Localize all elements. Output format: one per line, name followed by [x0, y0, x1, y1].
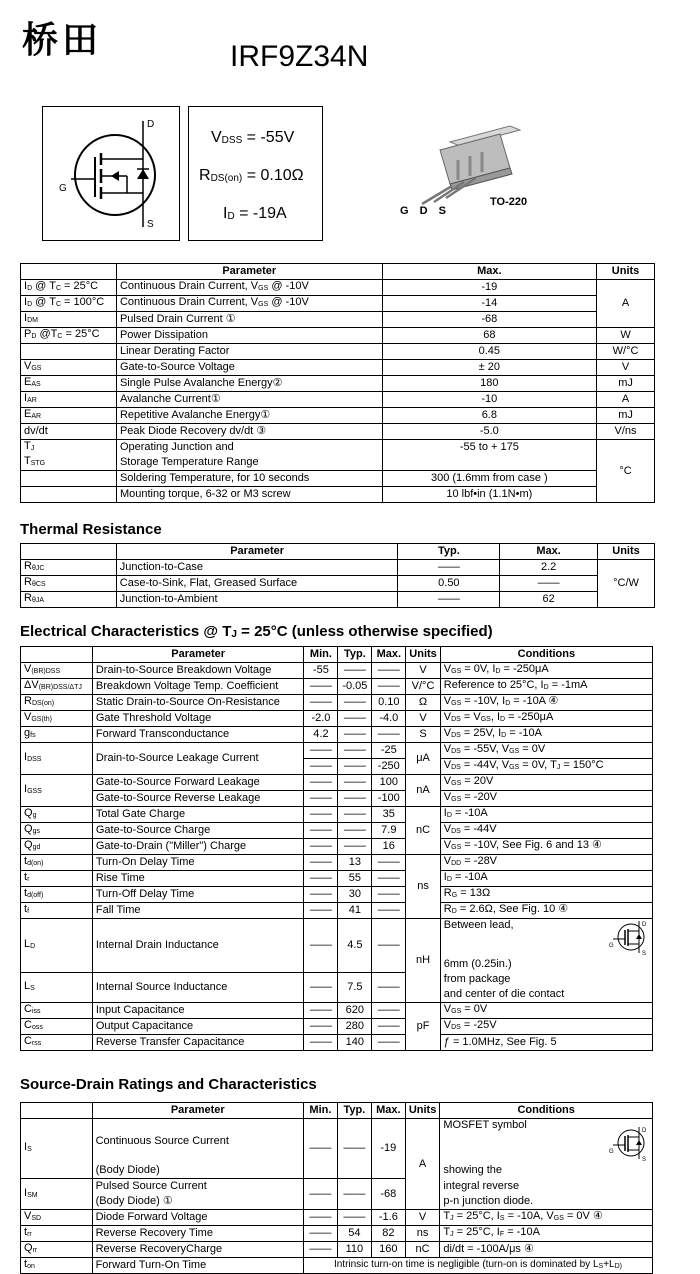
elec-typ: 140 [338, 1035, 372, 1051]
elec-cond: RG = 13Ω [440, 887, 652, 903]
elec-typ: 55 [338, 871, 372, 887]
thermal-unit: °C/W [598, 560, 655, 608]
elec-row [21, 727, 653, 743]
abs-param: Gate-to-Source Voltage [116, 360, 382, 376]
elec-max: 7.9 [372, 823, 406, 839]
elec-cond: RD = 2.6Ω, See Fig. 10 ④ [440, 903, 652, 919]
elec-unit: S [406, 727, 441, 743]
elec-min: —— [304, 1019, 338, 1035]
elec-symbol: td(on) [21, 855, 93, 871]
sd-row: trr Reverse Recovery Time —— 54 82 ns TJ = 25°C, IF = -10A [21, 1226, 653, 1242]
svg-text:G: G [609, 943, 614, 949]
electrical-characteristics-table: Parameter Min. Typ. Max. Units Conditions V(BR)DSS Drain-to-Source Breakdown Voltage -55 —— —— V VGS = 0V, ID = -250μA ΔV(BR)DSS/ΔTJ Breakdown Voltage Temp. Coefficient —— -0.05 —— V/°C Reference to 25°C, ID = -1mA RDS(on) Static Drain-to-Source On-Resistance —— —— 0.10 Ω VGS = -10V, ID = -10A ④ VGS(th) Gate Threshold Voltage -2.0 —— -4.0 V VDS = VGS, ID = -250μA gfs Forward Transconductance 4.2 —— —— S VDS = 25V, ID = -10A IDSS Drain-to-Source Leakage Current —— —— -25 μA VDS = -55V, VGS = 0V —— —— -250 VDS = -44V, VGS = 0V, TJ = 150°C IGSS Gate-to-Source Forward Leakage —— —— 100 nA VGS = 20V Gate-to-Source Reverse Leakage —— —— -100 VGS = -20V Qg Total Gate Charge —— —— 35 nC ID = -10A Qgs Gate-to-Source Charge —— —— 7.9 VDS = -44V Qgd Gate-to-Drain ("Miller") Charge —— —— 16 VGS = -10V, See Fig. 6 and 13 ④ td(on) Turn-On Delay Time —— 13 —— ns VDD = -28V tr Rise Time —— 55 —— ID = -10A td(off) Turn-Off Delay Time —— 30 —— RG = 13Ω tf Fall Time —— 41 —— RD = 2.6Ω, See Fig. 10 ④ LD Internal Drain Inductance —— 4.5 —— nH D G S Between lead, 6mm (0.25in.) LS Internal Source Inductance —— 7.5 —— from package and center of die contact Ciss Input Capacitance —— 620 —— pF VGS = 0V Coss Output Capacitance —— 280 —— VDS = -25V Crss Reverse Transfer Capacitance —— 140 —— ƒ = 1.0MHz, See Fig. 5 [20, 646, 653, 1051]
abs-param: Continuous Drain Current, VGS @ -10V [116, 280, 382, 296]
elec-cond: VGS = 0V [440, 1003, 652, 1019]
elec-unit: V [406, 663, 441, 679]
abs-param: Continuous Drain Current, VGS @ -10V [116, 296, 382, 312]
abs-symbol: ID @ TC = 100°C [21, 296, 117, 312]
elec-param: Turn-Off Delay Time [92, 887, 304, 903]
elec-max: —— [372, 679, 406, 695]
source-drain-table: Parameter Min. Typ. Max. Units Conditions IS Continuous Source Current —— —— -19 A D G S MOSFET symbol (Body Diode) showing the ISM Pulsed Source Current —— —— -68 integral reverse (Body Diode) ① p-n junction diode. VSD Diode Forward Voltage —— —— -1.6 V TJ = 25°C, IS = -10A, VGS = 0V ④ trr Reverse Recovery Time —— 54 82 ns TJ = 25°C, IF = -10A Qrr Reverse RecoveryCharge —— 110 160 nC di/dt = -100A/μs ④ ton Forward Turn-On Time Intrinsic turn-on time is negligible (turn-on is dominated by LS+LD) [20, 1102, 653, 1274]
elec-symbol: VGS(th) [21, 711, 93, 727]
elec-symbol: LS [21, 972, 93, 1003]
elec-min: —— [304, 839, 338, 855]
elec-unit: nH [406, 919, 441, 1003]
elec-unit: nC [406, 807, 441, 855]
sd-header-max: Max. [371, 1103, 405, 1119]
source-pin-label: S [147, 219, 154, 230]
sd-unit: ns [405, 1226, 440, 1242]
elec-param: Drain-to-Source Breakdown Voltage [92, 663, 304, 679]
sd-header-units: Units [405, 1103, 440, 1119]
elec-symbol: Ciss [21, 1003, 93, 1019]
elec-row [21, 695, 653, 711]
elec-symbol: td(off) [21, 887, 93, 903]
abs-symbol [21, 344, 117, 360]
abs-symbol: VGS [21, 360, 117, 376]
tstg-symbol: TSTG [21, 455, 117, 471]
elec-param: Drain-to-Source Leakage Current [92, 743, 304, 775]
solder-max: 300 (1.6mm from case ) [382, 471, 597, 487]
elec-cond: VGS = -10V, See Fig. 6 and 13 ④ [440, 839, 652, 855]
elec-param: Forward Transconductance [92, 727, 304, 743]
elec-min: —— [304, 695, 338, 711]
elec-cond: ƒ = 1.0MHz, See Fig. 5 [440, 1035, 652, 1051]
thermal-typ: —— [398, 592, 500, 608]
vdss-spec: VDSS = -55V [211, 129, 295, 146]
abs-param: Pulsed Drain Current ① [116, 312, 382, 328]
abs-max-row [21, 424, 655, 440]
elec-param: Internal Source Inductance [92, 972, 304, 1003]
sd-symbol: VSD [21, 1210, 93, 1226]
abs-unit: W/°C [597, 344, 655, 360]
sd-param: Forward Turn-On Time [92, 1258, 303, 1274]
abs-max-row [21, 360, 655, 376]
elec-min: —— [304, 1003, 338, 1019]
thermal-resistance-table [20, 543, 655, 608]
thermal-symbol: RθCS [21, 576, 117, 592]
elec-row [21, 823, 653, 839]
abs-max-value: -5.0 [382, 424, 597, 440]
elec-min: —— [304, 871, 338, 887]
thermal-symbol: RθJA [21, 592, 117, 608]
tstg-param: Storage Temperature Range [116, 455, 382, 471]
elec-unit: pF [406, 1003, 441, 1051]
sd-param: Diode Forward Voltage [92, 1210, 303, 1226]
elec-min: 4.2 [304, 727, 338, 743]
thermal-max: 2.2 [500, 560, 598, 576]
elec-max: 0.10 [372, 695, 406, 711]
elec-min: —— [304, 903, 338, 919]
abs-symbol: ID @ TC = 25°C [21, 280, 117, 296]
sd-row: VSD Diode Forward Voltage —— —— -1.6 V TJ = 25°C, IS = -10A, VGS = 0V ④ [21, 1210, 653, 1226]
elec-symbol: Crss [21, 1035, 93, 1051]
elec-unit: μA [406, 743, 441, 775]
abs-max-value: ± 20 [382, 360, 597, 376]
abs-unit: W [597, 328, 655, 344]
elec-param: Total Gate Charge [92, 807, 304, 823]
idss-row: IDSS Drain-to-Source Leakage Current —— —— -25 μA VDS = -55V, VGS = 0V [21, 743, 653, 759]
sd-symbol: Qrr [21, 1242, 93, 1258]
elec-max: —— [372, 1003, 406, 1019]
thermal-row [21, 560, 655, 576]
elec-typ: 30 [338, 887, 372, 903]
mosfet-mini-icon [609, 917, 649, 957]
elec-unit: nA [406, 775, 441, 807]
key-specs-box [188, 106, 323, 241]
sd-unit: nC [405, 1242, 440, 1258]
sd-param: Reverse Recovery Time [92, 1226, 303, 1242]
sd-cond: TJ = 25°C, IF = -10A [440, 1226, 653, 1242]
id-spec: ID = -19A [223, 205, 287, 222]
thermal-title: Thermal Resistance [20, 521, 162, 538]
abs-symbol: EAS [21, 376, 117, 392]
therm-header-typ: Typ. [398, 544, 500, 560]
igss-row: Gate-to-Source Reverse Leakage —— —— -100 VGS = -20V [21, 791, 653, 807]
thermal-symbol: RθJC [21, 560, 117, 576]
elec-typ: 41 [338, 903, 372, 919]
drain-pin-label: D [147, 119, 155, 130]
abs-unit: A [597, 392, 655, 408]
ld-row: LD Internal Drain Inductance —— 4.5 —— nH D G S Between lead, [21, 919, 653, 958]
igss-row: IGSS Gate-to-Source Forward Leakage —— —— 100 nA VGS = 20V [21, 775, 653, 791]
elec-max: —— [372, 903, 406, 919]
col-header-max: Max. [382, 264, 597, 280]
abs-unit: mJ [597, 376, 655, 392]
elec-max: —— [372, 887, 406, 903]
elec-header-conditions: Conditions [440, 647, 652, 663]
therm-header-parameter: Parameter [116, 544, 398, 560]
elec-typ: —— [338, 711, 372, 727]
thermal-max: —— [500, 576, 598, 592]
sd-param: Reverse RecoveryCharge [92, 1242, 303, 1258]
elec-max: —— [372, 727, 406, 743]
elec-row [21, 1003, 653, 1019]
elec-min: —— [304, 807, 338, 823]
elec-param: Turn-On Delay Time [92, 855, 304, 871]
abs-max-value: 0.45 [382, 344, 597, 360]
abs-max-row [21, 344, 655, 360]
abs-unit: V [597, 360, 655, 376]
elec-cond: VDS = 25V, ID = -10A [440, 727, 652, 743]
svg-text:S: S [642, 1157, 647, 1163]
thermal-typ: 0.50 [398, 576, 500, 592]
elec-row [21, 663, 653, 679]
thermal-row [21, 592, 655, 608]
abs-symbol: IDM [21, 312, 117, 328]
elec-min: —— [304, 823, 338, 839]
elec-typ: —— [338, 807, 372, 823]
idss-row: —— —— -250 VDS = -44V, VGS = 0V, TJ = 150°C [21, 759, 653, 775]
elec-min: —— [304, 887, 338, 903]
abs-symbol: dv/dt [21, 424, 117, 440]
abs-symbol: PD @TC = 25°C [21, 328, 117, 344]
thermal-param: Case-to-Sink, Flat, Greased Surface [116, 576, 398, 592]
solder-param: Soldering Temperature, for 10 seconds [116, 471, 382, 487]
sd-symbol: ton [21, 1258, 93, 1274]
elec-symbol: gfs [21, 727, 93, 743]
sd-header-min: Min. [303, 1103, 337, 1119]
package-name: TO-220 [490, 196, 528, 208]
elec-min: —— [304, 1035, 338, 1051]
elec-row [21, 887, 653, 903]
sd-cond: di/dt = -100A/μs ④ [440, 1242, 653, 1258]
elec-symbol: Coss [21, 1019, 93, 1035]
elec-header-units: Units [406, 647, 441, 663]
elec-symbol: V(BR)DSS [21, 663, 93, 679]
elec-symbol: Qgd [21, 839, 93, 855]
elec-cond: VDS = VGS, ID = -250μA [440, 711, 652, 727]
temp-unit: °C [597, 440, 655, 503]
elec-max: 16 [372, 839, 406, 855]
source-drain-title: Source-Drain Ratings and Characteristics [20, 1076, 317, 1093]
tj-symbol: TJ [21, 440, 117, 456]
package-pin-labels: G D S [400, 205, 450, 217]
electrical-title: Electrical Characteristics @ TJ = 25°C (unless otherwise specified) [20, 623, 493, 640]
abs-unit: mJ [597, 408, 655, 424]
elec-param: Breakdown Voltage Temp. Coefficient [92, 679, 304, 695]
elec-max: —— [372, 855, 406, 871]
abs-max-value: -19 [382, 280, 597, 296]
elec-param: Output Capacitance [92, 1019, 304, 1035]
elec-max: 35 [372, 807, 406, 823]
elec-min: —— [304, 679, 338, 695]
abs-param: Power Dissipation [116, 328, 382, 344]
abs-max-value: 180 [382, 376, 597, 392]
elec-symbol: IGSS [21, 775, 93, 807]
sd-header-conditions: Conditions [440, 1103, 653, 1119]
elec-min: -2.0 [304, 711, 338, 727]
elec-typ: 620 [338, 1003, 372, 1019]
abs-param: Peak Diode Recovery dv/dt ③ [116, 424, 382, 440]
elec-row [21, 1035, 653, 1051]
thermal-max: 62 [500, 592, 598, 608]
abs-max-value: -14 [382, 296, 597, 312]
sd-cond: TJ = 25°C, IS = -10A, VGS = 0V ④ [440, 1210, 653, 1226]
abs-param: Repetitive Avalanche Energy① [116, 408, 382, 424]
elec-unit: V/°C [406, 679, 441, 695]
abs-symbol: IAR [21, 392, 117, 408]
sd-unit: A [405, 1119, 440, 1210]
elec-max: -4.0 [372, 711, 406, 727]
elec-typ: —— [338, 663, 372, 679]
ism-row: ISM Pulsed Source Current —— —— -68 integral reverse [21, 1179, 653, 1195]
elec-param: Static Drain-to-Source On-Resistance [92, 695, 304, 711]
svg-text:D: D [642, 1128, 647, 1134]
elec-header-max: Max. [372, 647, 406, 663]
elec-max: —— [372, 871, 406, 887]
therm-header-max: Max. [500, 544, 598, 560]
abs-unit: V/ns [597, 424, 655, 440]
elec-row [21, 1019, 653, 1035]
elec-symbol: IDSS [21, 743, 93, 775]
sd-unit: V [405, 1210, 440, 1226]
abs-max-row [21, 408, 655, 424]
elec-param: Gate-to-Drain ("Miller") Charge [92, 839, 304, 855]
elec-symbol: tf [21, 903, 93, 919]
elec-param: Gate Threshold Voltage [92, 711, 304, 727]
elec-param: Input Capacitance [92, 1003, 304, 1019]
elec-min: —— [304, 855, 338, 871]
torque-max: 10 lbf•in (1.1N•m) [382, 487, 597, 503]
svg-text:D: D [642, 922, 647, 928]
elec-header-typ: Typ. [338, 647, 372, 663]
elec-cond: VGS = 0V, ID = -250μA [440, 663, 652, 679]
elec-symbol: ΔV(BR)DSS/ΔTJ [21, 679, 93, 695]
svg-text:S: S [642, 951, 647, 957]
thermal-typ: —— [398, 560, 500, 576]
elec-symbol: Qgs [21, 823, 93, 839]
mosfet-mini-icon [609, 1123, 649, 1163]
mosfet-symbol-box [42, 106, 180, 241]
therm-header-units: Units [598, 544, 655, 560]
elec-unit: ns [406, 855, 441, 919]
abs-max-row [21, 376, 655, 392]
part-number: IRF9Z34N [230, 40, 369, 73]
elec-cond: Reference to 25°C, ID = -1mA [440, 679, 652, 695]
elec-row [21, 903, 653, 919]
absolute-max-ratings-table [20, 263, 655, 503]
elec-header-parameter: Parameter [92, 647, 304, 663]
elec-symbol: Qg [21, 807, 93, 823]
elec-unit: Ω [406, 695, 441, 711]
elec-symbol: tr [21, 871, 93, 887]
elec-cond: VDS = -44V [440, 823, 652, 839]
elec-row [21, 871, 653, 887]
elec-param: Gate-to-Source Charge [92, 823, 304, 839]
elec-cond: ID = -10A [440, 807, 652, 823]
elec-row [21, 711, 653, 727]
sd-symbol: IS [21, 1119, 93, 1179]
elec-max: —— [372, 1019, 406, 1035]
elec-param: Internal Drain Inductance [92, 919, 304, 973]
elec-typ: —— [338, 823, 372, 839]
sd-symbol: trr [21, 1226, 93, 1242]
sd-row: Qrr Reverse RecoveryCharge —— 110 160 nC di/dt = -100A/μs ④ [21, 1242, 653, 1258]
abs-max-row [21, 296, 655, 312]
sd-header-typ: Typ. [337, 1103, 371, 1119]
elec-min: -55 [304, 663, 338, 679]
elec-header-min: Min. [304, 647, 338, 663]
elec-param: Reverse Transfer Capacitance [92, 1035, 304, 1051]
elec-cond: ID = -10A [440, 871, 652, 887]
col-header-units: Units [597, 264, 655, 280]
abs-max-value: -68 [382, 312, 597, 328]
elec-max: —— [372, 663, 406, 679]
elec-typ: -0.05 [338, 679, 372, 695]
elec-row [21, 807, 653, 823]
current-unit: A [597, 280, 655, 328]
elec-row [21, 855, 653, 871]
abs-symbol: EAR [21, 408, 117, 424]
elec-max: —— [372, 1035, 406, 1051]
abs-max-value: -10 [382, 392, 597, 408]
thermal-row [21, 576, 655, 592]
abs-max-row [21, 312, 655, 328]
abs-param: Single Pulse Avalanche Energy② [116, 376, 382, 392]
abs-max-value: 68 [382, 328, 597, 344]
abs-param: Avalanche Current① [116, 392, 382, 408]
thermal-param: Junction-to-Ambient [116, 592, 398, 608]
tj-param: Operating Junction and [116, 440, 382, 456]
p-channel-mosfet-icon [43, 107, 179, 240]
brand-logo: 桥田 [22, 20, 103, 61]
abs-param: Linear Derating Factor [116, 344, 382, 360]
col-header-parameter: Parameter [116, 264, 382, 280]
is-row: IS Continuous Source Current —— —— -19 A D G S MOSFET symbol [21, 1119, 653, 1164]
gate-pin-label: G [59, 183, 67, 194]
abs-max-row [21, 328, 655, 344]
elec-cond: VDD = -28V [440, 855, 652, 871]
elec-typ: 13 [338, 855, 372, 871]
elec-param: Rise Time [92, 871, 304, 887]
elec-typ: —— [338, 727, 372, 743]
tj-max: -55 to + 175 [382, 440, 597, 456]
abs-max-row [21, 280, 655, 296]
svg-text:G: G [609, 1149, 614, 1155]
abs-max-value: 6.8 [382, 408, 597, 424]
elec-unit: V [406, 711, 441, 727]
elec-row [21, 679, 653, 695]
torque-param: Mounting torque, 6-32 or M3 screw [116, 487, 382, 503]
elec-cond: VDS = -25V [440, 1019, 652, 1035]
elec-symbol: RDS(on) [21, 695, 93, 711]
abs-max-row [21, 392, 655, 408]
elec-typ: 280 [338, 1019, 372, 1035]
elec-typ: —— [338, 695, 372, 711]
ls-row: LS Internal Source Inductance —— 7.5 —— from package [21, 972, 653, 987]
sd-symbol: ISM [21, 1179, 93, 1210]
elec-symbol: LD [21, 919, 93, 973]
rds-spec: RDS(on) = 0.10Ω [199, 167, 304, 184]
elec-param: Fall Time [92, 903, 304, 919]
ton-cond: Intrinsic turn-on time is negligible (turn-on is dominated by LS+LD) [303, 1258, 652, 1274]
sd-header-parameter: Parameter [92, 1103, 303, 1119]
elec-cond: VGS = -10V, ID = -10A ④ [440, 695, 652, 711]
elec-typ: —— [338, 839, 372, 855]
thermal-param: Junction-to-Case [116, 560, 398, 576]
elec-row [21, 839, 653, 855]
